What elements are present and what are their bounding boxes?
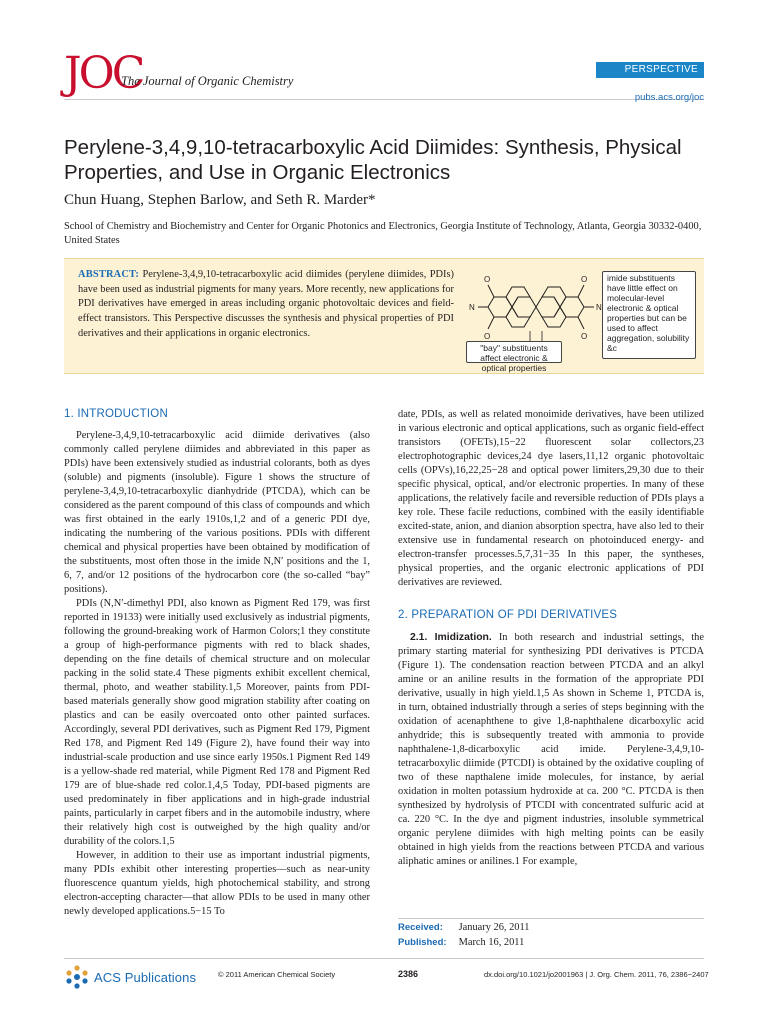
header-divider <box>64 99 704 100</box>
abstract-label: ABSTRACT: <box>78 269 140 280</box>
publisher-name: ACS Publications <box>94 970 197 985</box>
journal-name: The Journal of Organic Chemistry <box>121 74 294 88</box>
pdi-ring <box>542 287 566 307</box>
received-row <box>398 921 704 936</box>
intro-paragraph-3: However, in addition to their use as important industrial pigments, many PDIs exhibit other interesting properties—such as near-unity fluorescence quantum yields, high photochemical stability, and strong electron-accepting character—that allow PDIs to be used in many other newly developed applications.5−15 To <box>64 850 370 917</box>
atom-label: O <box>484 275 491 284</box>
journal-logo[interactable] <box>64 48 364 104</box>
received-date: January 26, 2011 <box>458 922 530 933</box>
atom-label: O <box>581 275 588 284</box>
article-title: Perylene-3,4,9,10-tetracarboxylic Acid Diimides: Synthesis, Physical Properties, and Use in Organic Electronics <box>64 136 682 184</box>
section-heading-introduction: 1. INTRODUCTION <box>64 408 168 420</box>
pdi-structure-icon <box>466 267 606 347</box>
preparation-body: In both research and industrial settings, the primary starting material for synthesizing PDI derivatives is PTCDA (Figure 1). The condensation reaction between PTCDA and an alkyl amine or an aniline results in the formation of the appropriate PDI derivative, usually in high yield.1,5 As shown in Scheme 1, PTCDA is, in turn, obtained industrially through a series of steps beginning with the oxidation of acenaphthene to give 1,8-naphthalene dicarboxylic acid anhydride; this is subsequently treated with ammonia to provide naphthalene-1,8-dicarboxylic acid imide. Perylene-3,4,9,10-tetracarboxylic diimide (PTCDI) is obtained by the oxidative coupling of two of these napthalene imide molecules, for instance, by aerial oxidation in molten potassium hydroxide at ca. 200 °C. PTCDA is then synthesized by hydrolysis of PTCDI with concentrated sulfuric acid at ca. 220 °C. In the dye and pigment industries, insoluble symmetrical organic perylene diimides with high melting points can be easily obtained in high yields from the reactions between PTCDA and various aliphatic amines or anilines.1 For example, <box>398 632 704 867</box>
carbonyl-bond <box>578 317 584 329</box>
published-date: March 16, 2011 <box>458 936 525 948</box>
page-number: 2386 <box>398 969 419 979</box>
intro-paragraph-2: PDIs (N,N′-dimethyl PDI, also known as Pigment Red 179, was first reported in 19133) were initially used exclusively as industrial pigments, following the ground-breaking work of Harmon Colors;1 they constitute a group of high-performance pigments with red to black shades, depending on the fine details of chemical structure and on molecular packing in the solid state.4 These pigments exhibit excellent chemical, thermal, photo, and weather stability.1,5 Moreover, paints from PDI-based materials generally show good migration stability after coating on plastics and can be easily overcoated onto other painted surfaces. Accordingly, several PDI derivatives, such as Pigment Red 179, Pigment Red 178, and Pigment Red 149 (Figure 2), have found their way into industrial-scale production and use since early 1950s.1 Pigment Red 149 is a yellow-shade red material, while Pigment Red 178 and Pigment Red 179 are of blue-shade red color.1,4,5 Today, PDI-based pigments are used predominately in fiber applications and in high-grade industrial paints, particularly in carpet fibers and in the automobile industry, where their relatively high cost is outweighed by the high quality and/or durability of the colors.1,5 <box>64 598 370 847</box>
carbonyl-bond <box>488 317 494 329</box>
pdi-ring <box>512 297 536 317</box>
pdi-ring <box>536 297 560 317</box>
section-heading-preparation: 2. PREPARATION OF PDI DERIVATIVES <box>398 609 618 621</box>
doi-citation[interactable]: dx.doi.org/10.1021/jo2001963 | J. Org. Chem. 2011, 76, 2386−2407 <box>484 970 709 979</box>
acs-hexagon-icon <box>64 964 90 990</box>
pdi-ring <box>488 297 512 317</box>
journal-site-link[interactable]: pubs.acs.org/joc <box>634 92 704 103</box>
bay-callout: "bay" substituents affect electronic & optical properties <box>466 341 562 363</box>
author-affiliation: School of Chemistry and Biochemistry and Center for Organic Photonics and Electronics, Georgia Institute of Technology, Atlanta, Georgia 30332-0400, United States <box>64 221 702 246</box>
article-type-badge: PERSPECTIVE <box>596 62 704 78</box>
author-list: Chun Huang, Stephen Barlow, and Seth R. Marder* <box>64 192 376 208</box>
atom-label: N <box>596 303 602 312</box>
carbonyl-bond <box>578 285 584 297</box>
acs-publications-logo[interactable] <box>64 962 204 992</box>
imide-callout: imide substituents have little effect on molecular-level electronic & optical properties but can be used to affect aggregation, solubility &c <box>602 271 696 359</box>
abstract-body: Perylene-3,4,9,10-tetracarboxylic acid diimides (perylene diimides, PDIs) have been used as industrial pigments for many years. More recently, new applications for PDI derivatives have emerged in areas including organic photovoltaic devices and field-effect transistors. This Perspective discusses the synthesis and physical properties of PDI derivatives and their applications in organic electronics. <box>78 269 454 339</box>
joc-logo-mark: JOC <box>64 48 143 99</box>
abstract-panel <box>64 258 704 374</box>
preparation-paragraph <box>398 631 704 869</box>
received-label: Received: <box>398 922 443 933</box>
published-label: Published: <box>398 936 447 948</box>
right-column <box>398 408 704 869</box>
atom-label: O <box>484 332 491 341</box>
published-row <box>398 936 704 951</box>
atom-label: O <box>581 332 588 341</box>
article-history <box>398 918 704 950</box>
abstract-text <box>78 268 454 342</box>
pdi-ring <box>506 307 530 327</box>
intro-paragraph-1: Perylene-3,4,9,10-tetracarboxylic acid diimide derivatives (also commonly called perylene diimides and abbreviated in this paper as PDIs) have been extensively studied as industrial colorants, both as dyes (soluble) and pigments (insoluble). Figure 1 shows the structure of perylene-3,4,9,10-tetracarboxylic dianhydride (PTCDA), which can be considered as the parent compound of this class of compounds and which was first obtained in the early 1910s,1,2 and of a generic PDI dye, indicating the numbering of the various positions. PDIs with different chemical and physical properties have been obtained by modification of the substituents, most often those in the imide N,N′ positions and the 1, 6, 7, and/or 12 positions of the hydrocarbon core (the so-called “bay” positions). <box>64 430 370 595</box>
pdi-ring <box>560 297 584 317</box>
toc-graphic <box>466 265 702 373</box>
left-column <box>64 408 370 919</box>
pdi-ring <box>506 287 530 307</box>
pdi-ring <box>542 307 566 327</box>
footer-divider <box>64 958 704 959</box>
carbonyl-bond <box>488 285 494 297</box>
intro-paragraph-4: date, PDIs, as well as related monoimide derivatives, have been utilized in various electronic and optical applications, such as organic field-effect transistors (OFETs),15−22 fluorescent solar collectors,23 electrophotographic devices,24 dye lasers,11,12 organic photovoltaic cells (OPVs),16,22,25−28 and optical power limiters,29,30 due to their specific physical, optical, and/or electronic properties. In many of these applications, the relatively facile and reversible reduction of PDIs plays a key role. These facile reductions, combined with the easily identifiable excited-state, anion, and dianion absorption spectra, have also led to their extensive use in fundamental research on photoinduced energy- and electron-transfer processes.5,7,31−35 In this paper, the syntheses, physical properties, and the organic electronic applications of PDI derivatives are reviewed. <box>398 409 704 588</box>
copyright-notice: © 2011 American Chemical Society <box>218 970 336 979</box>
atom-label: N <box>469 303 475 312</box>
subsection-heading-imidization: 2.1. Imidization. <box>410 632 492 643</box>
